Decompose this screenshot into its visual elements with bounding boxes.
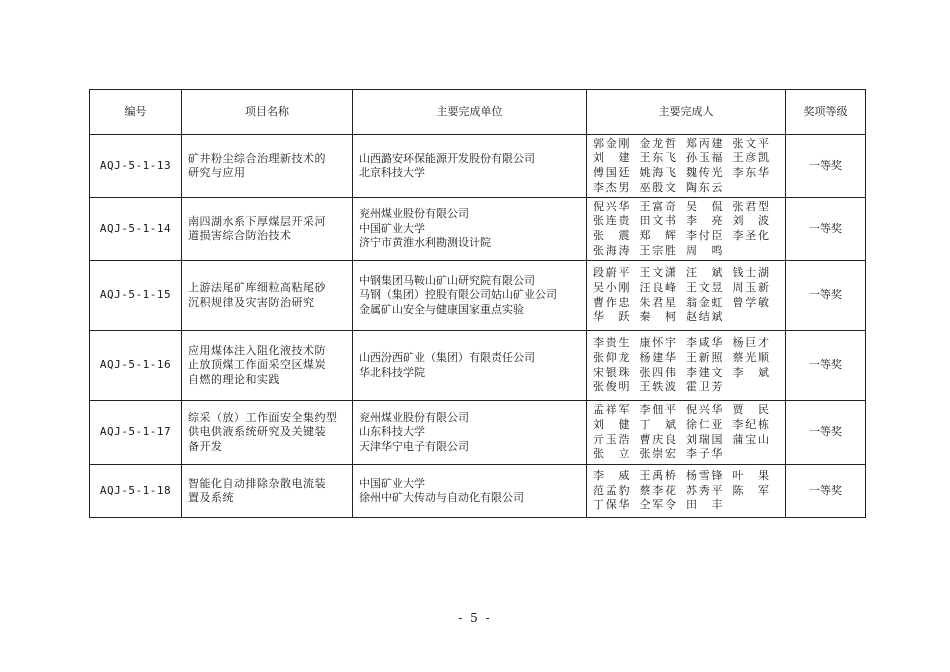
person-name: 田 丰	[686, 498, 723, 512]
project-name	[182, 198, 353, 261]
award-grade: 一等奖	[786, 465, 866, 518]
completion-people	[587, 198, 786, 261]
person-name: 范孟豹	[593, 483, 630, 497]
table-row	[90, 135, 866, 198]
person-name: 仝军令	[639, 498, 676, 512]
person-name: 张仰龙	[593, 350, 630, 364]
person-name: 刘瑞国	[686, 432, 723, 446]
completion-units	[353, 401, 587, 465]
header-grade: 奖项等级	[786, 90, 866, 135]
person-name: 王宗胜	[639, 243, 676, 257]
person-name: 宋银珠	[593, 365, 630, 379]
person-name: 王禹桥	[639, 469, 676, 483]
person-name: 张海涛	[593, 243, 630, 257]
project-name	[182, 331, 353, 401]
people-grid	[593, 200, 779, 258]
project-name-line: 置及系统	[188, 491, 234, 504]
table-row	[90, 465, 866, 518]
person-name: 张君型	[732, 199, 769, 213]
person-name: 丁 斌	[639, 417, 676, 431]
award-grade: 一等奖	[786, 261, 866, 331]
person-name: 钱士湖	[732, 266, 769, 280]
person-name: 魏传光	[686, 166, 723, 179]
header-units: 主要完成单位	[353, 90, 587, 135]
project-name-line: 自燃的理论和实践	[188, 372, 280, 386]
person-name: 翁金虹	[686, 295, 723, 309]
person-name: 苏秀平	[686, 483, 723, 497]
completion-units	[353, 331, 587, 401]
unit-name: 兖州煤业股份有限公司	[359, 207, 469, 221]
person-name: 张俊明	[593, 380, 630, 394]
person-name: 赵结斌	[686, 310, 723, 324]
completion-units	[353, 198, 587, 261]
person-name: 田文书	[639, 214, 676, 228]
project-name	[182, 261, 353, 331]
award-number: AQJ-5-1-15	[90, 261, 182, 331]
project-name-line: 止放顶煤工作面采空区煤炭	[188, 358, 326, 372]
completion-people	[587, 465, 786, 518]
header-people: 主要完成人	[587, 90, 786, 135]
person-name: 朱君星	[639, 295, 676, 309]
unit-name: 马钢（集团）控股有限公司姑山矿业公司	[359, 288, 557, 302]
completion-people	[587, 261, 786, 331]
award-grade: 一等奖	[786, 135, 866, 198]
completion-units	[353, 261, 587, 331]
project-name-line: 备开发	[188, 439, 223, 453]
person-name: 康怀宇	[639, 336, 676, 350]
person-name: 张连贵	[593, 214, 630, 228]
person-name: 华 跃	[593, 310, 630, 324]
person-name: 蔡光顺	[732, 350, 769, 364]
awards-table	[89, 89, 866, 518]
person-name: 张 震	[593, 229, 630, 242]
people-grid	[593, 137, 779, 195]
person-name: 陶东云	[686, 180, 723, 194]
person-name: 李贵生	[593, 336, 630, 350]
person-name: 金龙哲	[639, 136, 676, 150]
unit-name: 中钢集团马鞍山矿山研究院有限公司	[359, 273, 535, 287]
person-name: 李 威	[593, 469, 630, 483]
person-name: 李 亮	[686, 214, 723, 228]
completion-people	[587, 401, 786, 465]
award-number: AQJ-5-1-17	[90, 401, 182, 465]
person-name: 巫殷文	[639, 180, 676, 194]
person-name: 王文潇	[639, 266, 676, 280]
completion-units	[353, 465, 587, 518]
person-name: 李子华	[686, 447, 723, 461]
person-name: 秦 柯	[639, 310, 676, 324]
table-row	[90, 331, 866, 401]
person-name: 刘 建	[593, 151, 630, 165]
unit-name: 山西潞安环保能源开发股份有限公司	[359, 151, 535, 165]
person-name: 徐仁亚	[686, 417, 723, 431]
person-name: 丁保华	[593, 498, 630, 512]
person-name: 杨建华	[639, 350, 676, 364]
unit-name: 山东科技大学	[359, 425, 425, 439]
project-name	[182, 465, 353, 518]
person-name: 姚海飞	[639, 166, 676, 179]
award-number: AQJ-5-1-13	[90, 135, 182, 198]
person-name: 李付臣	[686, 229, 723, 242]
person-name: 曹庆良	[639, 432, 676, 446]
completion-people	[587, 331, 786, 401]
person-name: 王富奇	[639, 199, 676, 213]
people-grid	[593, 403, 779, 461]
unit-name: 华北科技学院	[359, 365, 425, 379]
table-row	[90, 261, 866, 331]
person-name: 吴小刚	[593, 280, 630, 294]
header-number: 编号	[90, 90, 182, 135]
person-name: 汪良峰	[639, 280, 676, 294]
project-name-line: 应用煤体注入阻化液技术防	[188, 343, 326, 357]
person-name: 李杰男	[593, 180, 630, 194]
award-grade: 一等奖	[786, 401, 866, 465]
person-name: 孙玉福	[686, 151, 723, 165]
table-row	[90, 401, 866, 465]
project-name-line: 智能化自动排除杂散电流装	[188, 476, 326, 490]
person-name: 曾学敏	[732, 295, 769, 309]
person-name: 刘 波	[732, 214, 769, 228]
person-name: 霍卫芳	[686, 380, 723, 394]
project-name-line: 综采（放）工作面安全集约型	[188, 410, 338, 424]
person-name: 蒲宝山	[732, 432, 769, 446]
person-name: 张四伟	[639, 365, 676, 379]
person-name: 张文平	[732, 136, 769, 150]
person-name: 王文昱	[686, 280, 723, 294]
person-name: 陈 军	[732, 483, 769, 497]
project-name-line: 供电供液系统研究及关键装	[188, 425, 326, 439]
person-name: 郑丙建	[686, 136, 723, 150]
person-name: 张 立	[593, 447, 630, 461]
project-name-line: 沉积规律及灾害防治研究	[188, 295, 315, 309]
award-number: AQJ-5-1-18	[90, 465, 182, 518]
project-name-line: 矿井粉尘综合治理新技术的	[188, 151, 326, 165]
people-grid	[593, 336, 779, 394]
project-name-line: 上游法尾矿库细粒高粘尾砂	[188, 281, 326, 294]
unit-name: 中国矿业大学	[359, 476, 425, 490]
person-name: 李佃平	[639, 403, 676, 417]
award-number: AQJ-5-1-14	[90, 198, 182, 261]
project-name-line: 南四湖水系下厚煤层开采河	[188, 214, 326, 228]
people-grid	[593, 469, 779, 513]
person-name: 王轶波	[639, 380, 676, 394]
person-name: 傅国廷	[593, 166, 630, 179]
table-row	[90, 198, 866, 261]
award-number: AQJ-5-1-16	[90, 331, 182, 401]
unit-name: 徐州中矿大传动与自动化有限公司	[359, 491, 524, 504]
table-header-row	[90, 90, 866, 135]
person-name: 李东华	[732, 166, 769, 179]
unit-name: 中国矿业大学	[359, 221, 425, 235]
unit-name: 山西汾西矿业（集团）有限责任公司	[359, 351, 535, 364]
person-name: 亓玉浩	[593, 432, 630, 446]
person-name: 李建文	[686, 365, 723, 379]
person-name: 李咸华	[686, 336, 723, 350]
completion-units	[353, 135, 587, 198]
person-name: 杨雪锋	[686, 469, 723, 483]
unit-name: 兖州煤业股份有限公司	[359, 410, 469, 424]
person-name: 刘 健	[593, 417, 630, 431]
project-name	[182, 401, 353, 465]
person-name: 李圣化	[732, 229, 769, 242]
project-name	[182, 135, 353, 198]
person-name: 段蔚平	[593, 266, 630, 280]
header-project: 项目名称	[182, 90, 353, 135]
unit-name: 金属矿山安全与健康国家重点实验	[359, 302, 524, 316]
person-name: 吴 侃	[686, 199, 723, 213]
person-name: 王彦凯	[732, 151, 769, 165]
unit-name: 济宁市黄淮水利勘测设计院	[359, 236, 491, 250]
person-name: 蔡李花	[639, 483, 676, 497]
unit-name: 北京科技大学	[359, 166, 425, 179]
award-grade: 一等奖	[786, 198, 866, 261]
completion-people	[587, 135, 786, 198]
person-name: 贾 民	[732, 403, 769, 417]
person-name: 曹作忠	[593, 295, 630, 309]
person-name: 杨巨才	[732, 336, 769, 350]
person-name: 叶 果	[732, 469, 769, 483]
person-name: 汪 斌	[686, 266, 723, 280]
project-name-line: 研究与应用	[188, 166, 246, 179]
person-name: 王新照	[686, 350, 723, 364]
person-name: 张崇宏	[639, 447, 676, 461]
person-name: 李纪栋	[732, 417, 769, 431]
person-name: 周 鸣	[686, 243, 723, 257]
person-name: 周玉新	[732, 280, 769, 294]
award-grade: 一等奖	[786, 331, 866, 401]
person-name: 倪兴华	[686, 403, 723, 417]
person-name: 王东飞	[639, 151, 676, 165]
person-name: 孟祥军	[593, 403, 630, 417]
unit-name: 天津华宁电子有限公司	[359, 439, 469, 453]
person-name: 李 斌	[732, 365, 769, 379]
people-grid	[593, 266, 779, 324]
person-name: 郑 辉	[639, 229, 676, 242]
project-name-line: 道损害综合防治技术	[188, 229, 292, 242]
page-number: - 5 -	[458, 611, 492, 625]
person-name: 倪兴华	[593, 199, 630, 213]
person-name: 郭金刚	[593, 136, 630, 150]
